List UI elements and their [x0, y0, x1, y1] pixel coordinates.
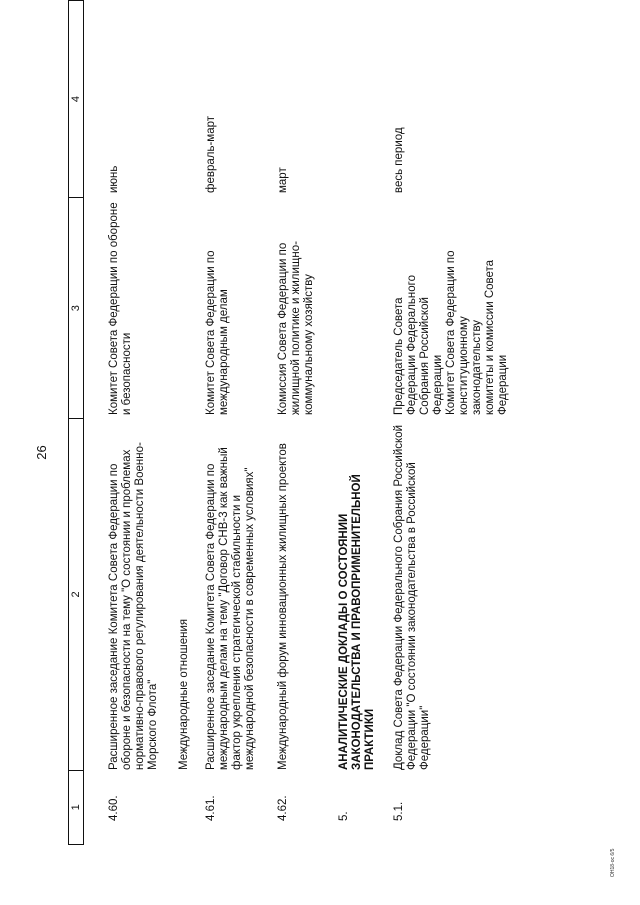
row-5-1-responsible-line: Федерации	[497, 354, 509, 415]
row-4-62-responsible: Комиссия Совета Федерации по жилищной политике и жилищно-коммунальному хозяйству	[277, 241, 315, 415]
row-5-1-event: Доклад Совета Федерации Федерального Собрания Российской Федерации "О состоянии законодательства в Российской Федерации"	[393, 425, 431, 770]
row-5-1-responsible-line: законодательству	[471, 319, 483, 415]
row-4-61-event: Расширенное заседание Комитета Совета Федерации по международным делам на тему "Договор СНВ-3 как важный фактор укрепления стратегической стабильности и международной безопасности в современных условиях"	[205, 447, 256, 770]
column-header-4: 4	[69, 1, 84, 198]
row-5-1-responsible-line: конституционному	[458, 316, 470, 415]
footer-code: ОН18-oc 6/5	[610, 848, 616, 877]
row-5-1-responsible-line: Председатель Совета	[393, 297, 405, 415]
row-5-1-number: 5.1.	[393, 801, 405, 821]
row-5-1-responsible	[393, 200, 510, 415]
column-header-2: 2	[69, 419, 84, 771]
row-4-62-event: Международный форум инновационных жилищных проектов	[277, 443, 289, 770]
row-5-1-responsible-line: Комитет Совета Федерации по	[445, 250, 457, 415]
row-5-1-responsible-line: Федерации Федерального	[406, 275, 418, 415]
row-5-1-responsible-line: Федерации	[432, 354, 444, 415]
row-4-60-event: Расширенное заседание Комитета Совета Федерации по обороне и безопасности на тему "О состоянии и проблемах нормативно-правового регулирования деятельности Военно-Морского Флота"	[108, 442, 159, 770]
row-4-62-date: март	[277, 167, 289, 193]
row-4-61-date: февраль-март	[205, 115, 217, 193]
row-4-60-number: 4.60.	[108, 795, 120, 821]
row-4-62-number: 4.62.	[277, 795, 289, 821]
column-header-table	[68, 0, 84, 845]
row-5-1-responsible-line: комитеты и комиссии Совета	[484, 259, 496, 415]
row-4-60-date: июнь	[108, 165, 120, 193]
row-5-1-responsible-line: Собрания Российской	[419, 297, 431, 415]
section-5-number: 5.	[338, 811, 350, 821]
row-5-1-date: весь период	[393, 127, 405, 193]
section-title-international: Международные отношения	[178, 618, 190, 770]
page-number: 26	[34, 445, 49, 460]
column-header-1: 1	[69, 770, 84, 844]
row-4-61-responsible: Комитет Совета Федерации по международным делам	[205, 250, 230, 415]
row-4-61-number: 4.61.	[205, 795, 217, 821]
row-4-60-responsible: Комитет Совета Федерации по обороне и безопасности	[108, 202, 133, 415]
section-5-title: АНАЛИТИЧЕСКИЕ ДОКЛАДЫ О СОСТОЯНИИ ЗАКОНОДАТЕЛЬСТВА И ПРАВОПРИМЕНИТЕЛЬНОЙ ПРАКТИКИ	[338, 474, 376, 770]
column-header-3: 3	[69, 198, 84, 419]
